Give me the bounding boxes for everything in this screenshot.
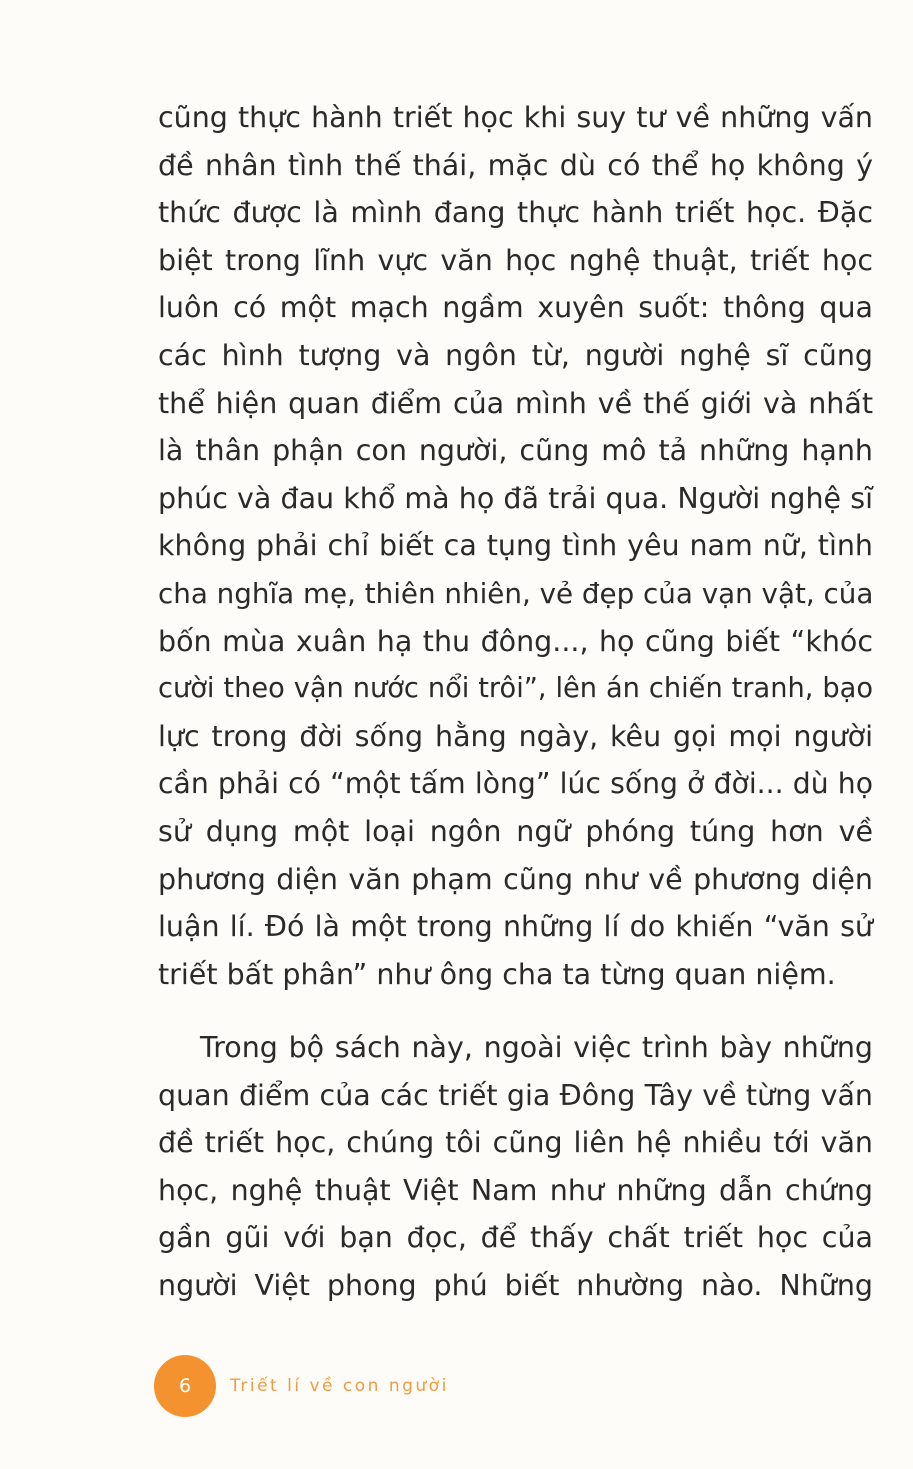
page-footer <box>154 1355 449 1417</box>
text-line: quan điểm của các triết gia Đông Tây về từng vấn <box>158 1078 873 1112</box>
text-line: lực trong đời sống hằng ngày, kêu gọi mọi người <box>158 719 873 753</box>
page-number: 6 <box>178 1375 192 1397</box>
text-line: thức được là mình đang thực hành triết học. Đặc <box>158 196 873 230</box>
text-line: học, nghệ thuật Việt Nam như những dẫn chứng <box>158 1173 873 1207</box>
text-line: người Việt phong phú biết nhường nào. Những <box>158 1268 873 1302</box>
text-line: sử dụng một loại ngôn ngữ phóng túng hơn về <box>158 814 873 848</box>
text-line: là thân phận con người, cũng mô tả những hạnh <box>158 434 873 468</box>
text-line: cần phải có “một tấm lòng” lúc sống ở đời... dù họ <box>158 767 873 801</box>
running-title: Triết lí về con người <box>230 1376 449 1396</box>
text-line: cha nghĩa mẹ, thiên nhiên, vẻ đẹp của vạn vật, của <box>158 576 874 610</box>
text-line: gần gũi với bạn đọc, để thấy chất triết học của <box>158 1221 873 1255</box>
paragraph-1 <box>158 94 873 998</box>
page-number-badge <box>154 1355 216 1417</box>
text-line: triết bất phân” như ông cha ta từng quan niệm. <box>158 957 836 991</box>
text-line: luôn có một mạch ngầm xuyên suốt: thông qua <box>158 291 873 325</box>
paragraph-2 <box>158 1024 873 1310</box>
text-line: không phải chỉ biết ca tụng tình yêu nam nữ, tình <box>158 529 873 563</box>
text-line: phúc và đau khổ mà họ đã trải qua. Người nghệ sĩ <box>158 481 873 515</box>
text-line: Trong bộ sách này, ngoài việc trình bày những <box>200 1031 873 1064</box>
text-line: biệt trong lĩnh vực văn học nghệ thuật, triết học <box>158 243 873 277</box>
text-line: bốn mùa xuân hạ thu đông..., họ cũng biết “khóc <box>158 624 873 658</box>
text-line: thể hiện quan điểm của mình về thế giới và nhất <box>158 386 873 420</box>
text-line: cũng thực hành triết học khi suy tư về những vấn <box>158 101 873 134</box>
text-line: đề nhân tình thế thái, mặc dù có thể họ không ý <box>158 148 873 182</box>
text-line: đề triết học, chúng tôi cũng liên hệ nhiều tới văn <box>158 1126 873 1160</box>
text-line: phương diện văn phạm cũng như về phương diện <box>158 862 873 896</box>
text-line: các hình tượng và ngôn từ, người nghệ sĩ cũng <box>158 338 873 372</box>
text-line: cười theo vận nước nổi trôi”, lên án chiến tranh, bạo <box>158 673 873 705</box>
text-line: luận lí. Đó là một trong những lí do khiến “văn sử <box>158 910 873 944</box>
